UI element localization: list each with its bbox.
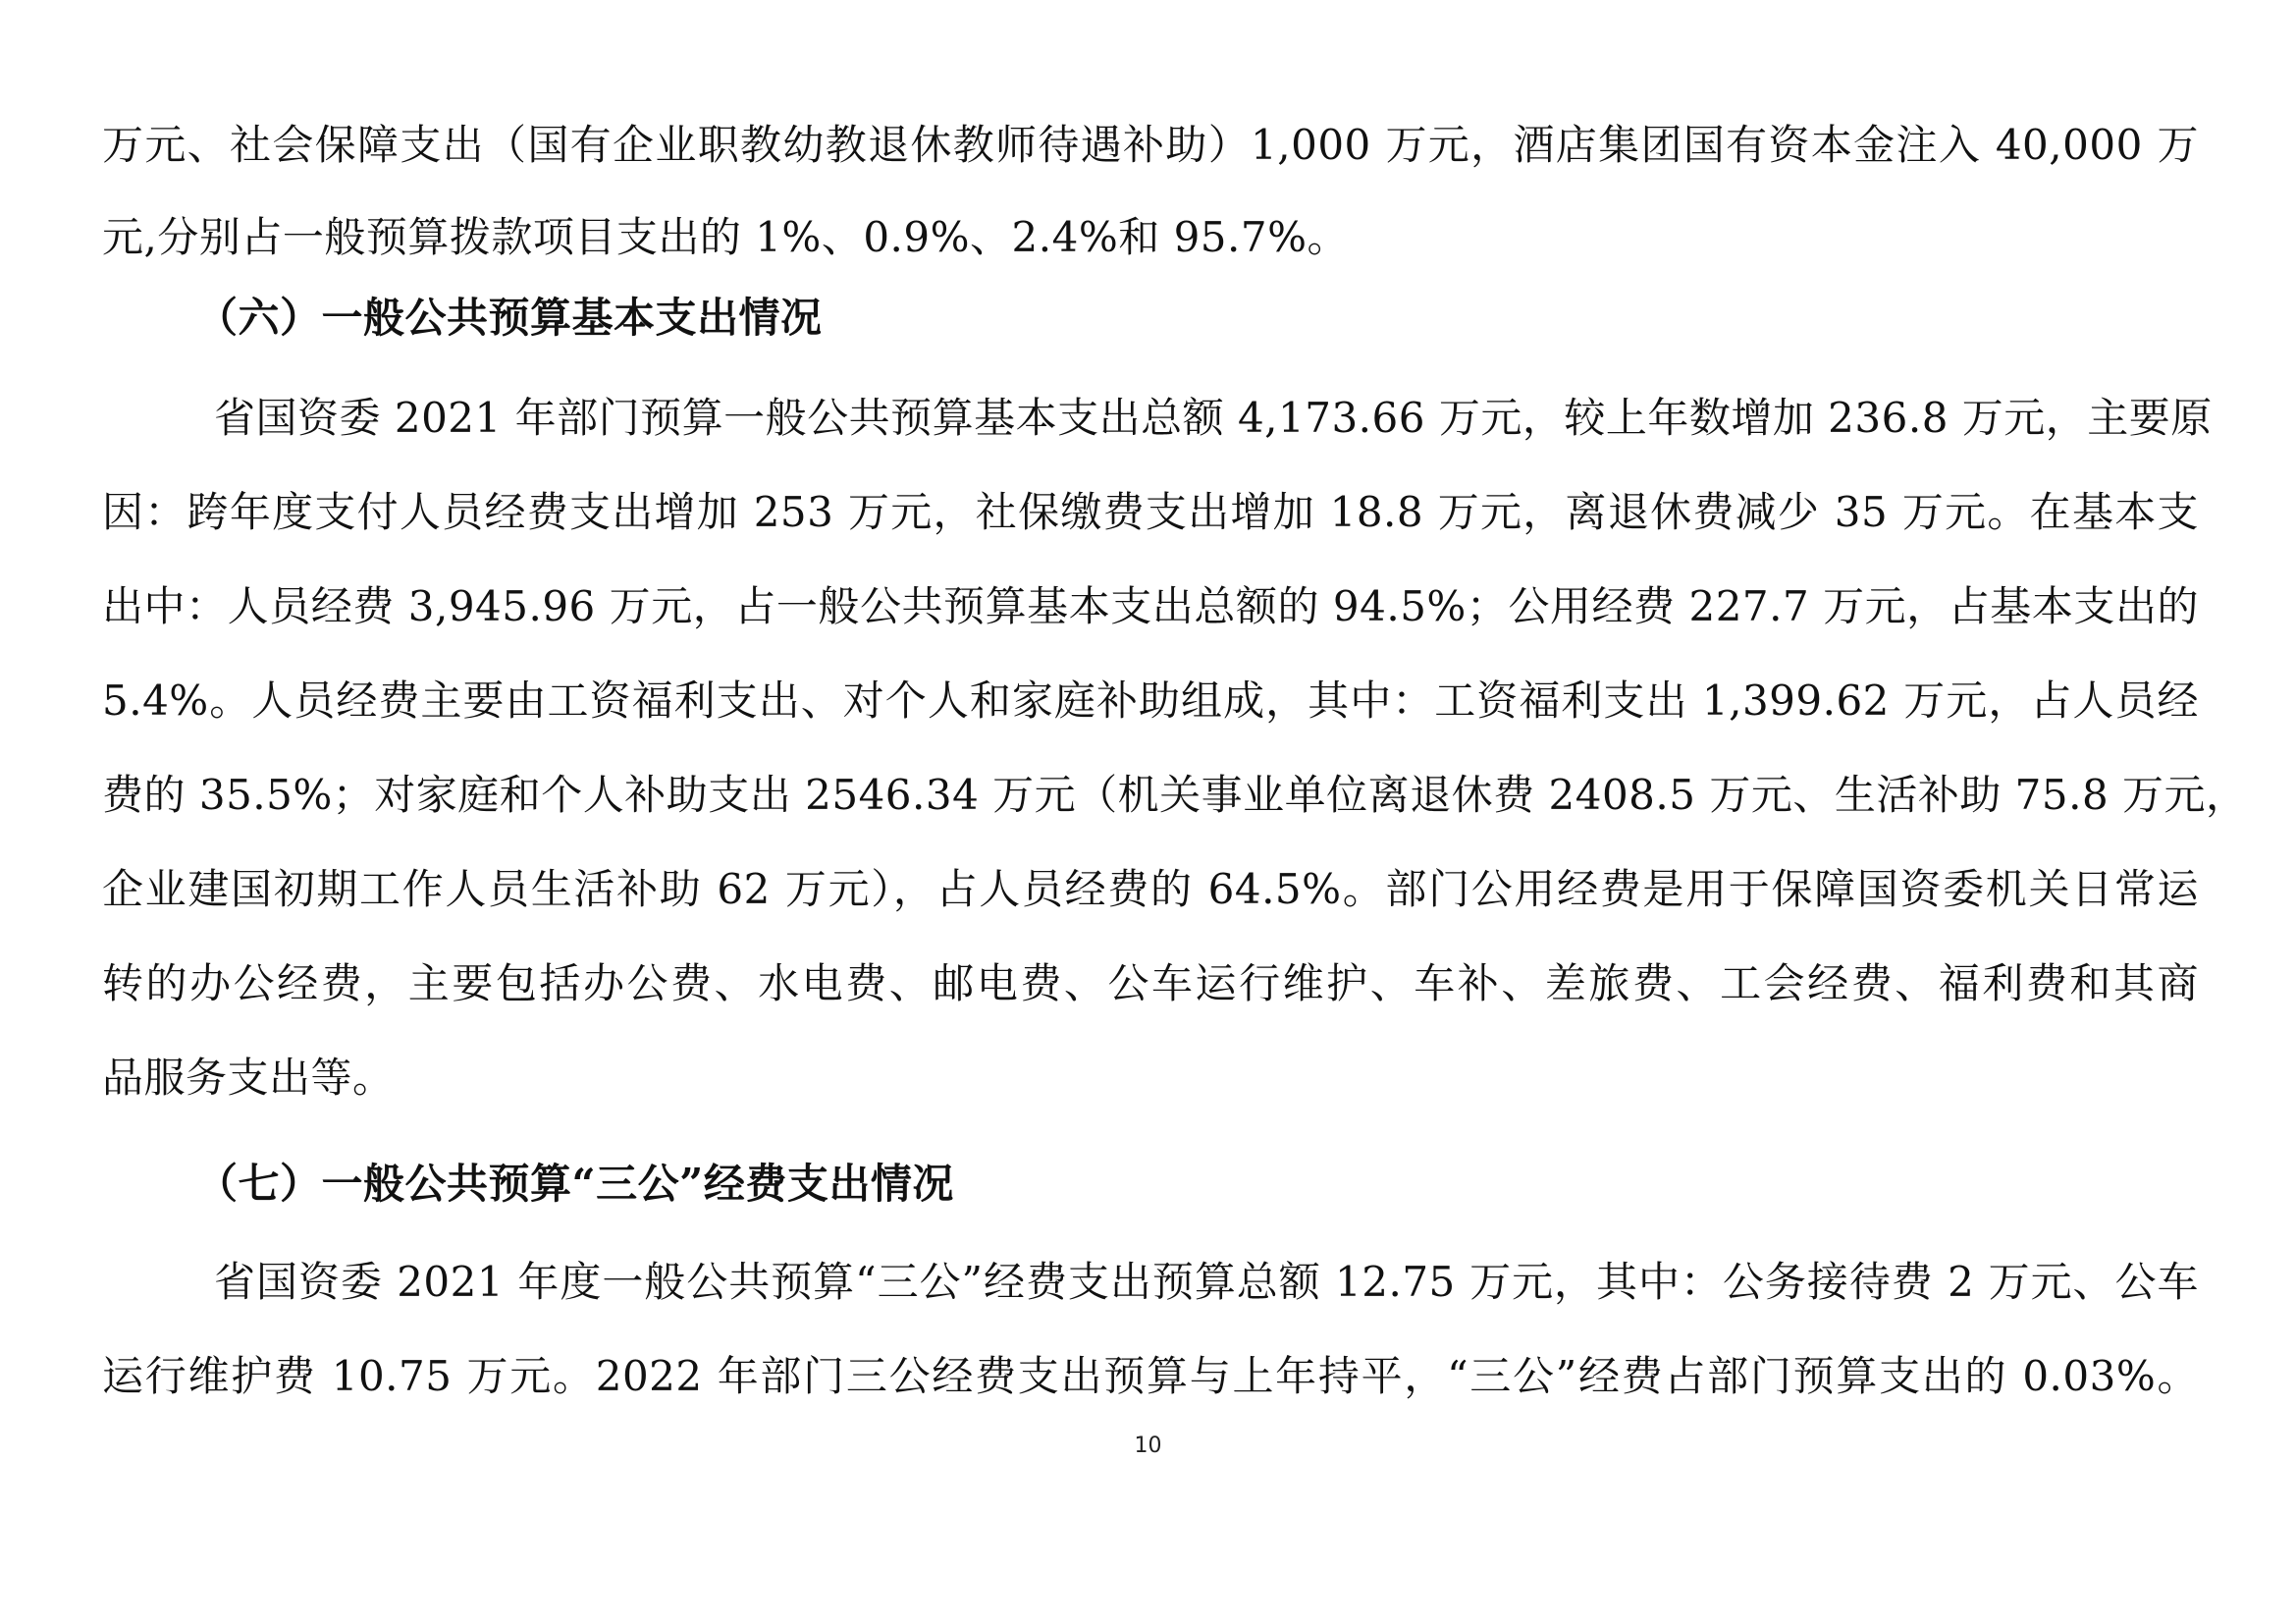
- paragraph-line-7: 费的 35.5%；对家庭和个人补助支出 2546.34 万元（机关事业单位离退休费 2408.5 万元、生活补助 75.8 万元，: [102, 771, 2248, 819]
- paragraph-line-12: 运行维护费 10.75 万元。2022 年部门三公经费支出预算与上年持平，“三公”经费占部门预算支出的 0.03%。: [102, 1352, 2199, 1400]
- page-number: 10: [1134, 1434, 1162, 1458]
- paragraph-line-1: 万元、社会保障支出（国有企业职教幼教退休教师待遇补助）1,000 万元，酒店集团国有资本金注入 40,000 万: [102, 121, 2199, 169]
- paragraph-line-4: 因：跨年度支付人员经费支出增加 253 万元，社保缴费支出增加 18.8 万元，离退休费减少 35 万元。在基本支: [102, 488, 2199, 536]
- paragraph-line-10: 品服务支出等。: [102, 1054, 395, 1102]
- paragraph-line-11: 省国资委 2021 年度一般公共预算“三公”经费支出预算总额 12.75 万元，其中：公务接待费 2 万元、公车: [214, 1258, 2199, 1306]
- paragraph-line-8: 企业建国初期工作人员生活补助 62 万元），占人员经费的 64.5%。部门公用经费是用于保障国资委机关日常运: [102, 865, 2199, 913]
- paragraph-line-9: 转的办公经费，主要包括办公费、水电费、邮电费、公车运行维护、车补、差旅费、工会经费、福利费和其商: [102, 959, 2199, 1007]
- section-heading-6: （六）一般公共预算基本支出情况: [196, 294, 823, 342]
- paragraph-line-6: 5.4%。人员经费主要由工资福利支出、对个人和家庭补助组成，其中：工资福利支出 1,399.62 万元，占人员经: [102, 677, 2199, 725]
- paragraph-line-2: 元,分别占一般预算拨款项目支出的 1%、0.9%、2.4%和 95.7%。: [102, 213, 1350, 261]
- paragraph-line-3: 省国资委 2021 年部门预算一般公共预算基本支出总额 4,173.66 万元，较上年数增加 236.8 万元，主要原: [214, 394, 2213, 442]
- paragraph-line-5: 出中：人员经费 3,945.96 万元，占一般公共预算基本支出总额的 94.5%；公用经费 227.7 万元，占基本支出的: [102, 582, 2199, 630]
- section-heading-7: （七）一般公共预算“三公”经费支出情况: [196, 1160, 954, 1208]
